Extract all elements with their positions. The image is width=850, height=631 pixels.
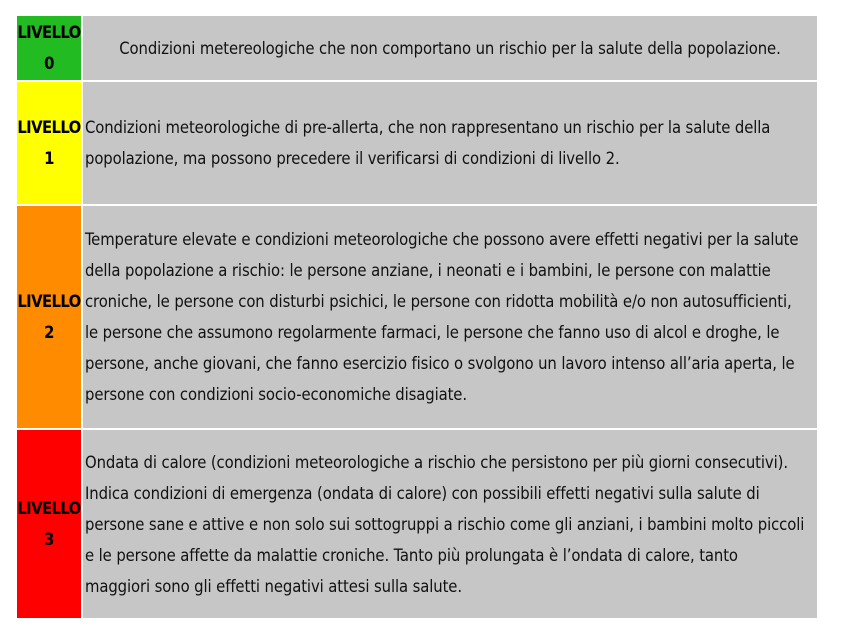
level-label-2: LIVELLO 2 xyxy=(17,206,81,428)
level-row-1 xyxy=(17,82,817,204)
level-row-3 xyxy=(17,430,817,618)
level-label-3: LIVELLO 3 xyxy=(17,430,81,618)
level-description-3: Ondata di calore (condizioni meteorologiche a rischio che persistono per più giorni consecutivi). Indica condizioni di emergenza (ondata di calore) con possibili effetti negativi sulla salute di persone sane e attive e non solo sui sottogruppi a rischio come gli anziani, i bambini molto piccoli e le persone affette da malattie croniche. Tanto più prolungata è l’ondata di calore, tanto maggiori sono gli effetti negativi attesi sulla salute. xyxy=(83,430,817,618)
level-description-1: Condizioni meteorologiche di pre-allerta, che non rappresentano un rischio per la salute della popolazione, ma possono precedere il verificarsi di condizioni di livello 2. xyxy=(83,82,817,204)
level-row-0 xyxy=(17,16,817,80)
level-description-0: Condizioni metereologiche che non comportano un rischio per la salute della popolazione. xyxy=(83,16,817,80)
level-description-2: Temperature elevate e condizioni meteorologiche che possono avere effetti negativi per la salute della popolazione a rischio: le persone anziane, i neonati e i bambini, le persone con malattie croniche, le persone con disturbi psichici, le persone con ridotta mobilità e/o non autosufficienti, le persone che assumono regolarmente farmaci, le persone che fanno uso di alcol e droghe, le persone, anche giovani, che fanno esercizio fisico o svolgono un lavoro intenso all’aria aperta, le persone con condizioni socio-economiche disagiate. xyxy=(83,206,817,428)
level-label-0: LIVELLO 0 xyxy=(17,16,81,80)
level-row-2 xyxy=(17,206,817,428)
level-label-1: LIVELLO 1 xyxy=(17,82,81,204)
heat-alert-levels-table xyxy=(15,14,819,620)
